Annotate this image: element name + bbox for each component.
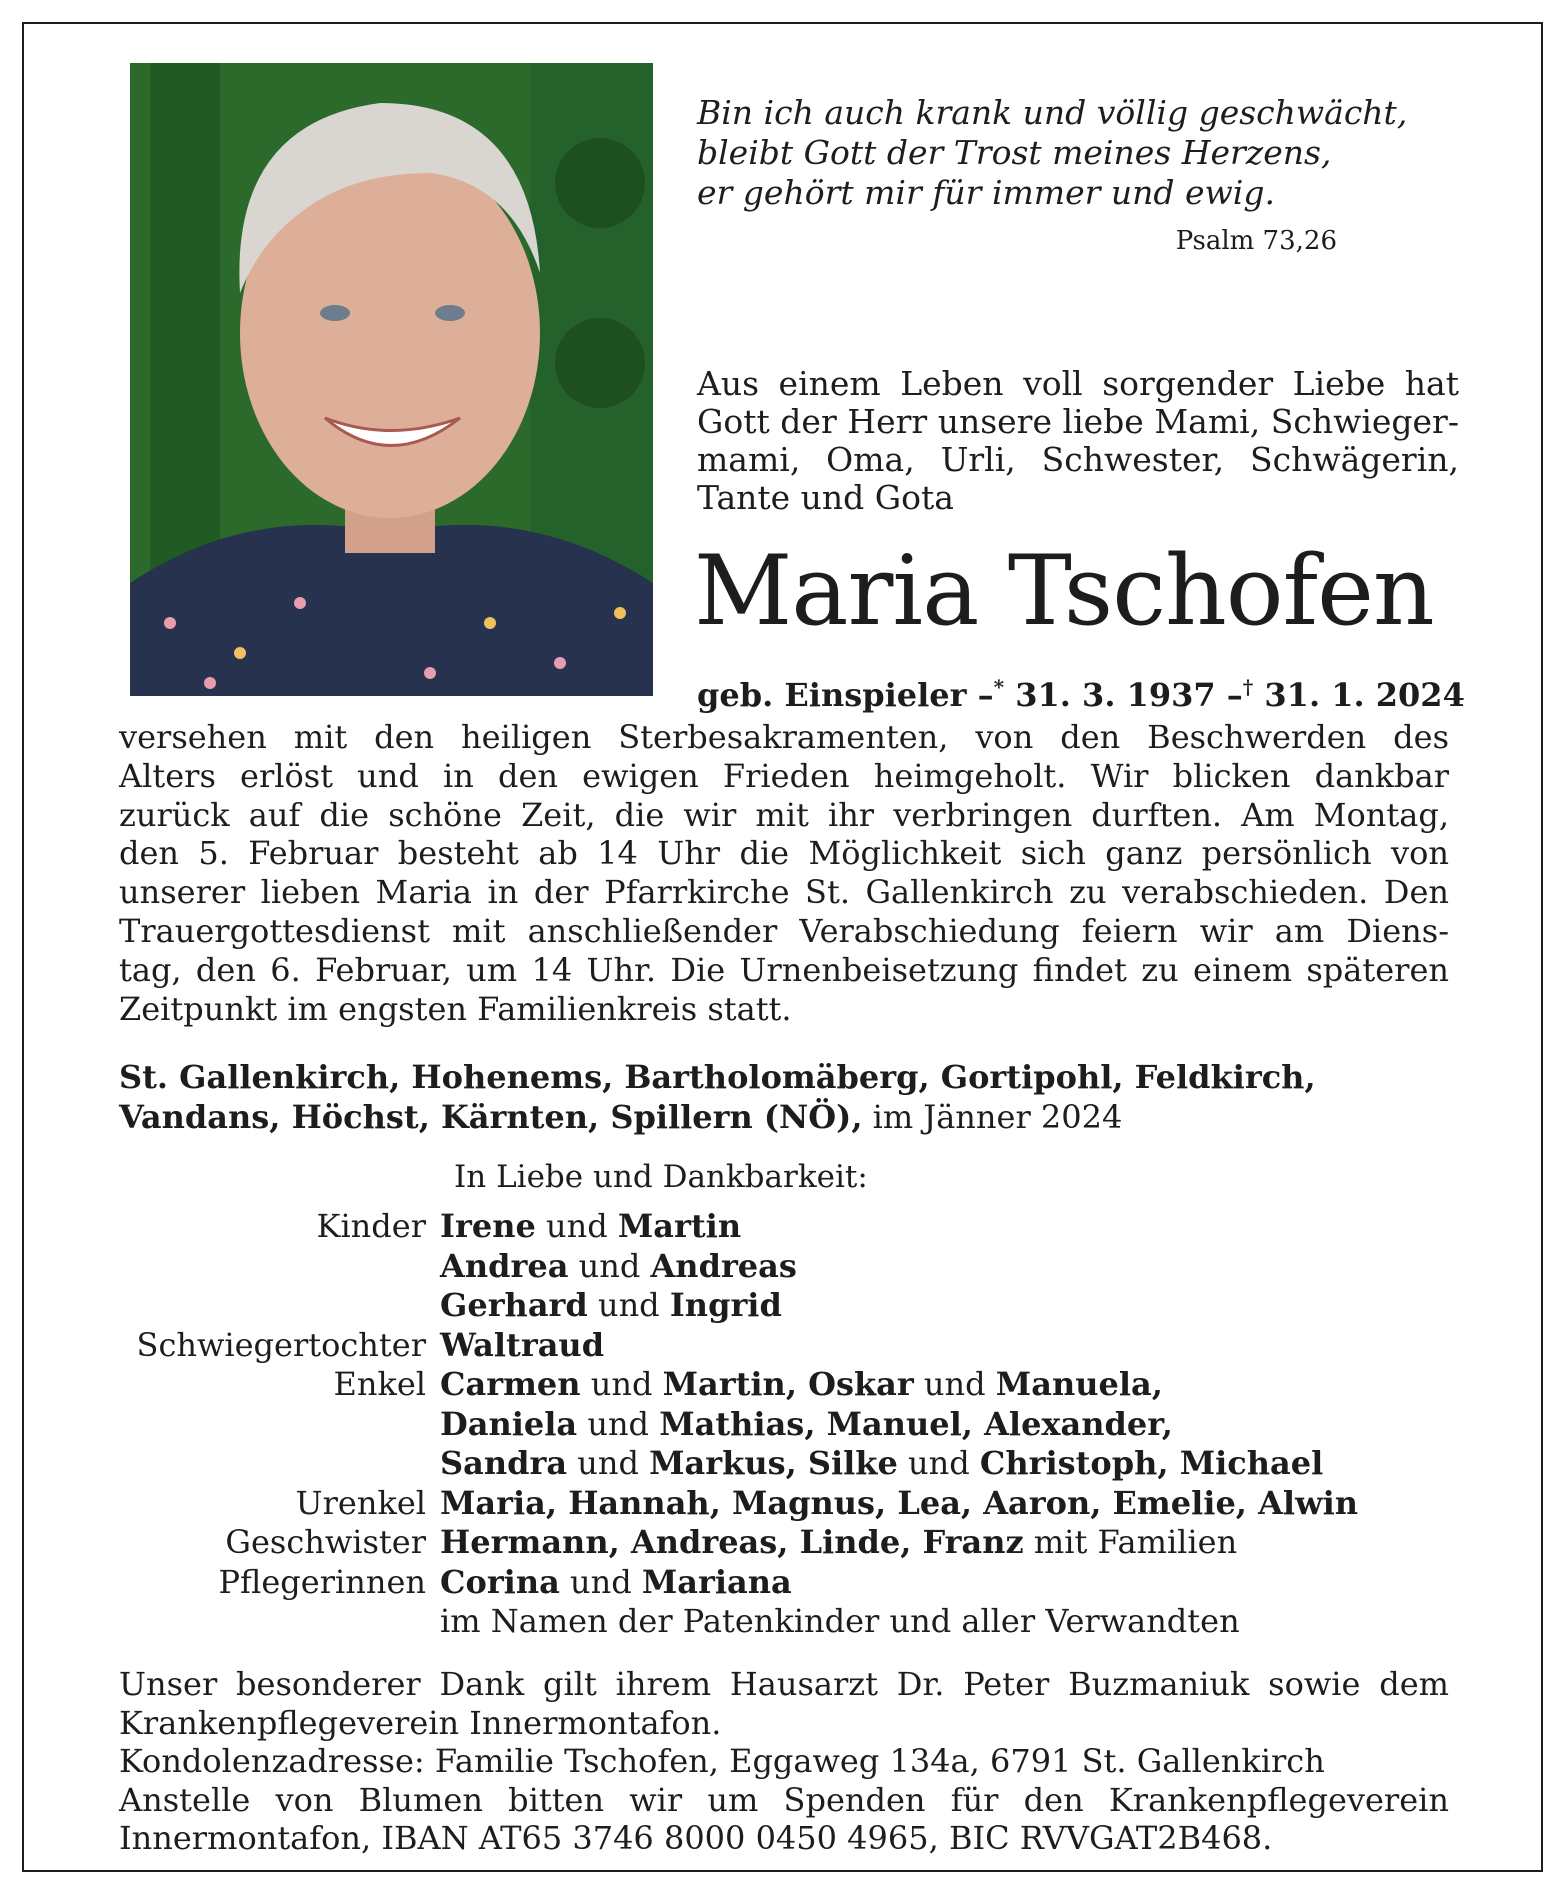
quote-line: bleibt Gott der Trost meines Herzens, bbox=[697, 133, 1332, 172]
main-text bbox=[119, 718, 1449, 1028]
name: Hermann, Andreas, Linde, Franz bbox=[440, 1523, 1024, 1561]
name: Sandra bbox=[440, 1444, 568, 1482]
footer-line: Unser besonderer Dank gilt ihrem Hausarzt Dr. Peter Buzmaniuk sowie dem bbox=[119, 1665, 1449, 1703]
family-row-schwiegertochter bbox=[119, 1326, 1449, 1366]
main-line: unserer lieben Maria in der Pfarrkirche St. Gallenkirch zu verabschieden. Den bbox=[119, 873, 1449, 912]
conjunction: und bbox=[567, 1444, 650, 1482]
birth-symbol: * bbox=[993, 675, 1005, 699]
dank-heading: In Liebe und Dankbarkeit: bbox=[454, 1159, 868, 1195]
footer-text bbox=[119, 1665, 1449, 1858]
dash: – bbox=[1226, 676, 1243, 714]
name: Ingrid bbox=[669, 1286, 782, 1324]
name: Martin, Oskar bbox=[662, 1365, 914, 1403]
family-row-pflegerinnen bbox=[119, 1563, 1449, 1603]
role-label: Schwiegertochter bbox=[136, 1325, 426, 1364]
role-label: Urenkel bbox=[295, 1483, 426, 1522]
portrait-photo bbox=[130, 63, 653, 696]
conjunction: und bbox=[535, 1207, 618, 1245]
places-line bbox=[119, 1057, 1449, 1137]
name: Markus, Silke bbox=[649, 1444, 898, 1482]
intro-line: mami, Oma, Urli, Schwester, Schwägerin, bbox=[697, 440, 1459, 479]
name: Martin bbox=[617, 1207, 742, 1245]
name: Christoph, Michael bbox=[979, 1444, 1324, 1482]
family-row-kinder bbox=[119, 1207, 1449, 1247]
conjunction: und bbox=[897, 1444, 980, 1482]
deceased-name: Maria Tschofen bbox=[694, 535, 1434, 647]
family-row-enkel bbox=[119, 1365, 1449, 1405]
main-line: Trauergottesdienst mit anschließender Verabschiedung feiern wir am Diens- bbox=[119, 911, 1449, 950]
main-line: Alters erlöst und in den ewigen Frieden heimgeholt. Wir blicken dankbar bbox=[119, 756, 1449, 795]
name: Andrea bbox=[440, 1246, 569, 1285]
name: Mariana bbox=[641, 1562, 792, 1601]
intro-text bbox=[697, 365, 1459, 517]
quote-source: Psalm 73,26 bbox=[1175, 226, 1337, 256]
name: Gerhard bbox=[440, 1286, 588, 1324]
role-label: Enkel bbox=[333, 1365, 426, 1403]
family-row-geschwister bbox=[119, 1523, 1449, 1563]
name: Maria, Hannah, Magnus, Lea, Aaron, Emelie, Alwin bbox=[440, 1483, 1359, 1522]
places-date: im Jänner 2024 bbox=[862, 1098, 1123, 1136]
main-line: zurück auf die schöne Zeit, die wir mit ihr verbringen durften. Am Montag, bbox=[119, 795, 1449, 834]
family-list bbox=[119, 1207, 1449, 1642]
places-bold: St. Gallenkirch, Hohenems, Bartholomäberg, Gortipohl, Feldkirch, bbox=[119, 1058, 1316, 1096]
footer-line: Anstelle von Blumen bitten wir um Spenden für den Krankenpflegeverein bbox=[119, 1780, 1449, 1819]
name: Waltraud bbox=[440, 1325, 605, 1364]
name: Mathias, Manuel, Alexander, bbox=[659, 1404, 1173, 1443]
main-line: versehen mit den heiligen Sterbesakramenten, von den Beschwerden des bbox=[119, 718, 1449, 756]
conjunction: und bbox=[577, 1404, 660, 1443]
places-bold: Vandans, Höchst, Kärnten, Spillern (NÖ), bbox=[119, 1098, 863, 1136]
conjunction: und bbox=[587, 1286, 670, 1324]
family-row-enkel bbox=[119, 1405, 1449, 1445]
dash: – bbox=[977, 676, 994, 714]
life-dates bbox=[697, 667, 1465, 715]
conjunction: und bbox=[913, 1365, 996, 1403]
main-line: Zeitpunkt im engsten Familienkreis statt. bbox=[119, 989, 792, 1028]
death-date: 31. 1. 2024 bbox=[1264, 676, 1465, 714]
birth-date: 31. 3. 1937 bbox=[1015, 676, 1216, 714]
name: Daniela bbox=[440, 1404, 578, 1443]
role-label: Pflegerinnen bbox=[218, 1562, 426, 1601]
conjunction: und bbox=[568, 1246, 651, 1285]
name: Andreas bbox=[650, 1246, 797, 1285]
suffix: mit Familien bbox=[1023, 1523, 1238, 1561]
death-symbol: † bbox=[1242, 675, 1254, 699]
family-row-closing bbox=[119, 1602, 1449, 1642]
bible-quote bbox=[697, 93, 1408, 213]
family-row-kinder bbox=[119, 1247, 1449, 1287]
intro-line: Tante und Gota bbox=[697, 478, 954, 517]
conjunction: und bbox=[580, 1365, 663, 1403]
family-row-enkel bbox=[119, 1444, 1449, 1484]
family-row-urenkel bbox=[119, 1484, 1449, 1524]
intro-line: Aus einem Leben voll sorgender Liebe hat bbox=[697, 364, 1459, 403]
footer-line: Kondolenzadresse: Familie Tschofen, Eggaweg 134a, 6791 St. Gallenkirch bbox=[119, 1742, 1325, 1781]
name: Carmen bbox=[440, 1365, 581, 1403]
intro-line: Gott der Herr unsere liebe Mami, Schwieger- bbox=[697, 402, 1459, 441]
name: Manuela, bbox=[995, 1365, 1163, 1403]
portrait-illustration bbox=[130, 63, 653, 696]
name: Corina bbox=[440, 1562, 560, 1601]
closing-text: im Namen der Patenkinder und aller Verwandten bbox=[440, 1602, 1240, 1640]
conjunction: und bbox=[559, 1562, 642, 1601]
main-line: den 5. Februar besteht ab 14 Uhr die Möglichkeit sich ganz persönlich von bbox=[119, 834, 1449, 873]
quote-line: Bin ich auch krank und völlig geschwächt, bbox=[697, 93, 1408, 132]
role-label: Kinder bbox=[316, 1207, 426, 1245]
footer-line: Krankenpflegeverein Innermontafon. bbox=[119, 1703, 722, 1742]
family-row-kinder bbox=[119, 1286, 1449, 1326]
quote-line: er gehört mir für immer und ewig. bbox=[697, 173, 1275, 212]
role-label: Geschwister bbox=[225, 1523, 426, 1561]
maiden-name: geb. Einspieler bbox=[697, 676, 967, 714]
main-line: tag, den 6. Februar, um 14 Uhr. Die Urnenbeisetzung findet zu einem späteren bbox=[119, 950, 1449, 989]
footer-line: Innermontafon, IBAN AT65 3746 8000 0450 4965, BIC RVVGAT2B468. bbox=[119, 1819, 1273, 1858]
name: Irene bbox=[440, 1207, 536, 1245]
